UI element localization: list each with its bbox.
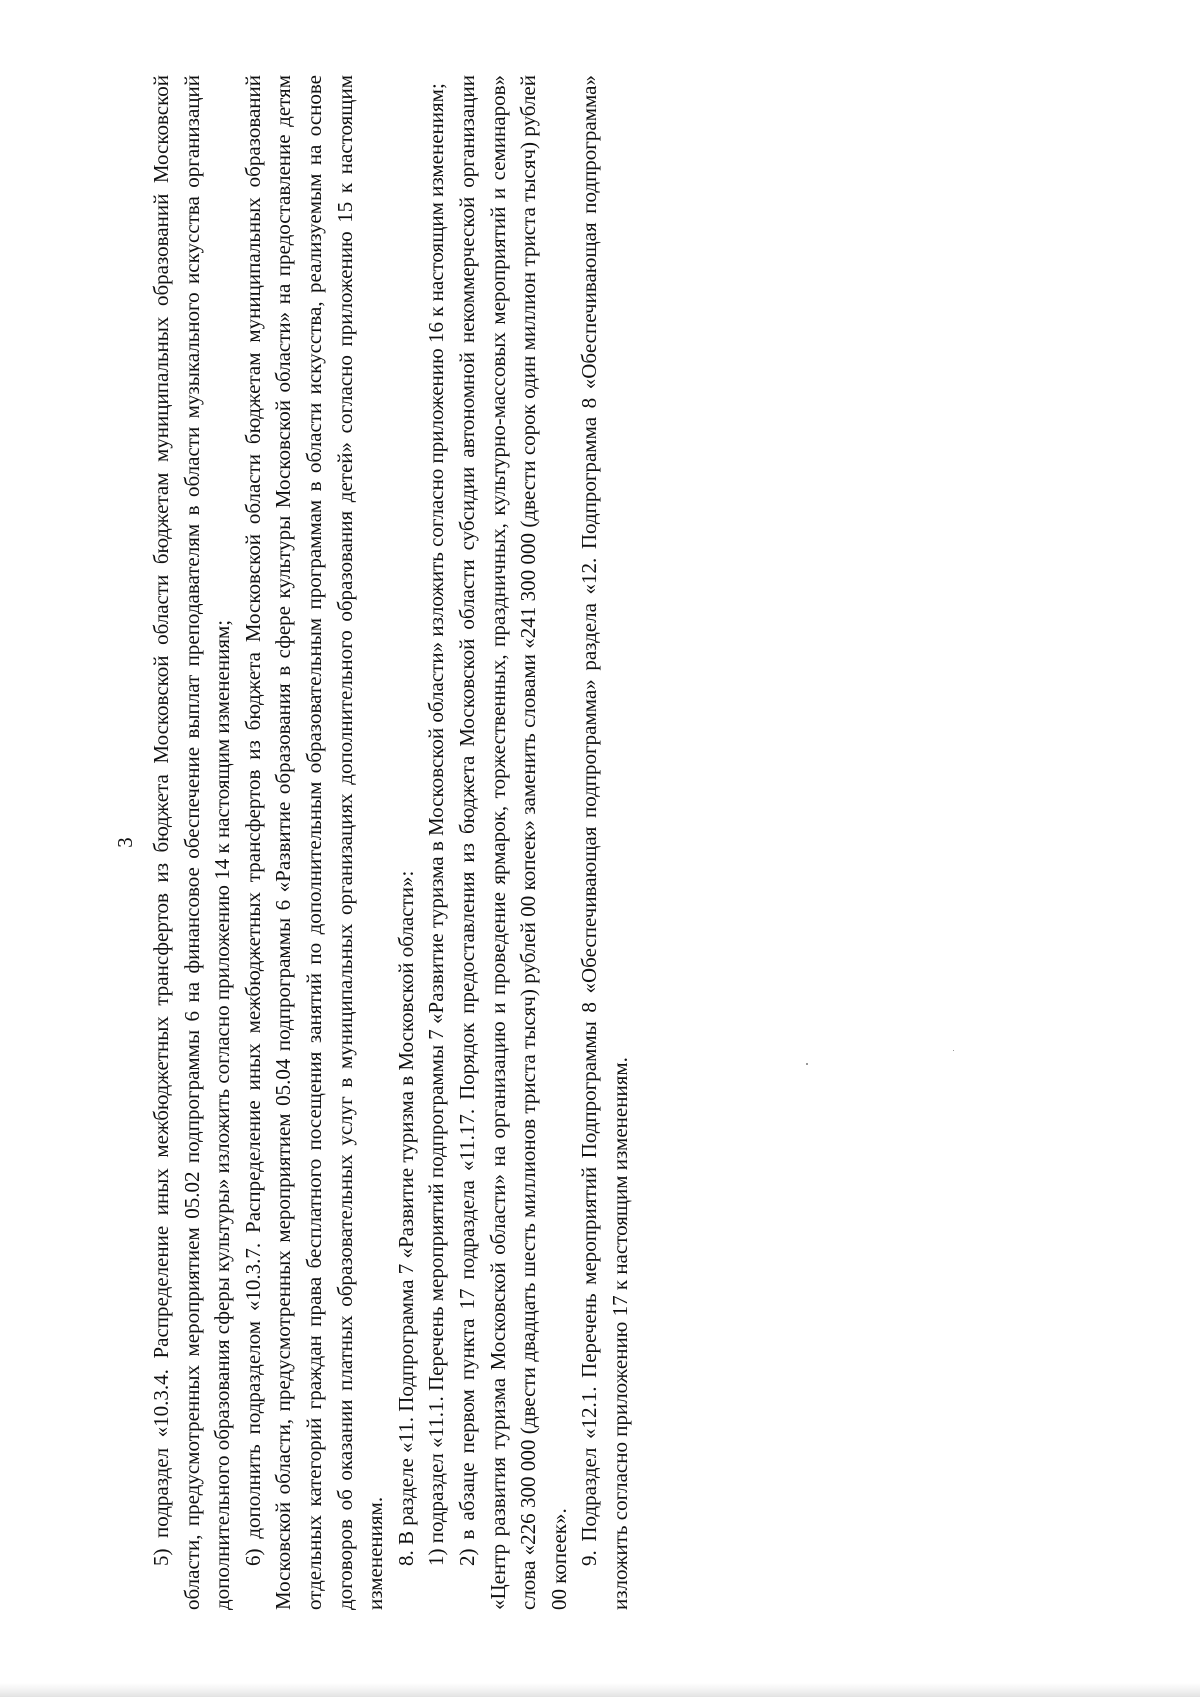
- paragraph-subsection-11-1: 1) подраздел «11.1. Перечень мероприятий подпрограммы 7 «Развитие туризма в Московской области» изложить согласно приложению 16 к настоящим изменениям;: [424, 83, 449, 1566]
- paragraph-item-6: 6) дополнить подразделом «10.3.7. Распределение иных межбюджетных трансфертов из бюджета Московской области бюджетам муниципальных образований Московской области, предусмотренных мероприятием 05.04 подпрограммы 6 «Развитие образования в сфере культуры Московской области» на предоставление детям отдельных категорий граждан права бесплатного посещения занятий по дополнительным образовательным программам в области искусства, реализуемым на основе договоров об оказании платных образовательных услуг в муниципальных организациях дополнительного образования детей» согласно приложению 15 к настоящим изменениям.: [240, 75, 388, 1610]
- scan-speck: [953, 1050, 954, 1051]
- page-number: 3: [113, 837, 137, 848]
- rotated-document-page: [112, 75, 1112, 1610]
- section-8-heading: 8. В разделе «11. Подпрограмма 7 «Развитие туризма в Московской области»:: [393, 870, 418, 1566]
- scan-speck: [806, 1063, 808, 1065]
- paragraph-item-5: 5) подраздел «10.3.4. Распределение иных межбюджетных трансфертов из бюджета Московской области бюджетам муниципальных образований Московской области, предусмотренных мероприятием 05.02 подпрограммы 6 на финансовое обеспечение выплат преподавателям в области музыкального искусства организаций дополнительного образования сферы культуры» изложить согласно приложению 14 к настоящим изменениям;: [149, 75, 235, 1610]
- scan-bottom-edge: [0, 1683, 1200, 1697]
- paragraph-subsection-11-17: 2) в абзаце первом пункта 17 подраздела «11.17. Порядок предоставления из бюджета Московской области субсидии автономной некоммерческой организации «Центр развития туризма Московской области» на организацию и проведение ярмарок, торжественных, праздничных, культурно-массовых мероприятий и семинаров» слова «226 300 000 (двести двадцать шесть миллионов триста тысяч) рублей 00 копеек» заменить словами «241 300 000 (двести сорок один миллион триста тысяч) рублей 00 копеек».: [454, 75, 571, 1610]
- paragraph-item-9: 9. Подраздел «12.1. Перечень мероприятий Подпрограммы 8 «Обеспечивающая подпрограмма» раздела «12. Подпрограмма 8 «Обеспечивающая подпрограмма» изложить согласно приложению 17 к настоящим изменениям.: [577, 75, 632, 1610]
